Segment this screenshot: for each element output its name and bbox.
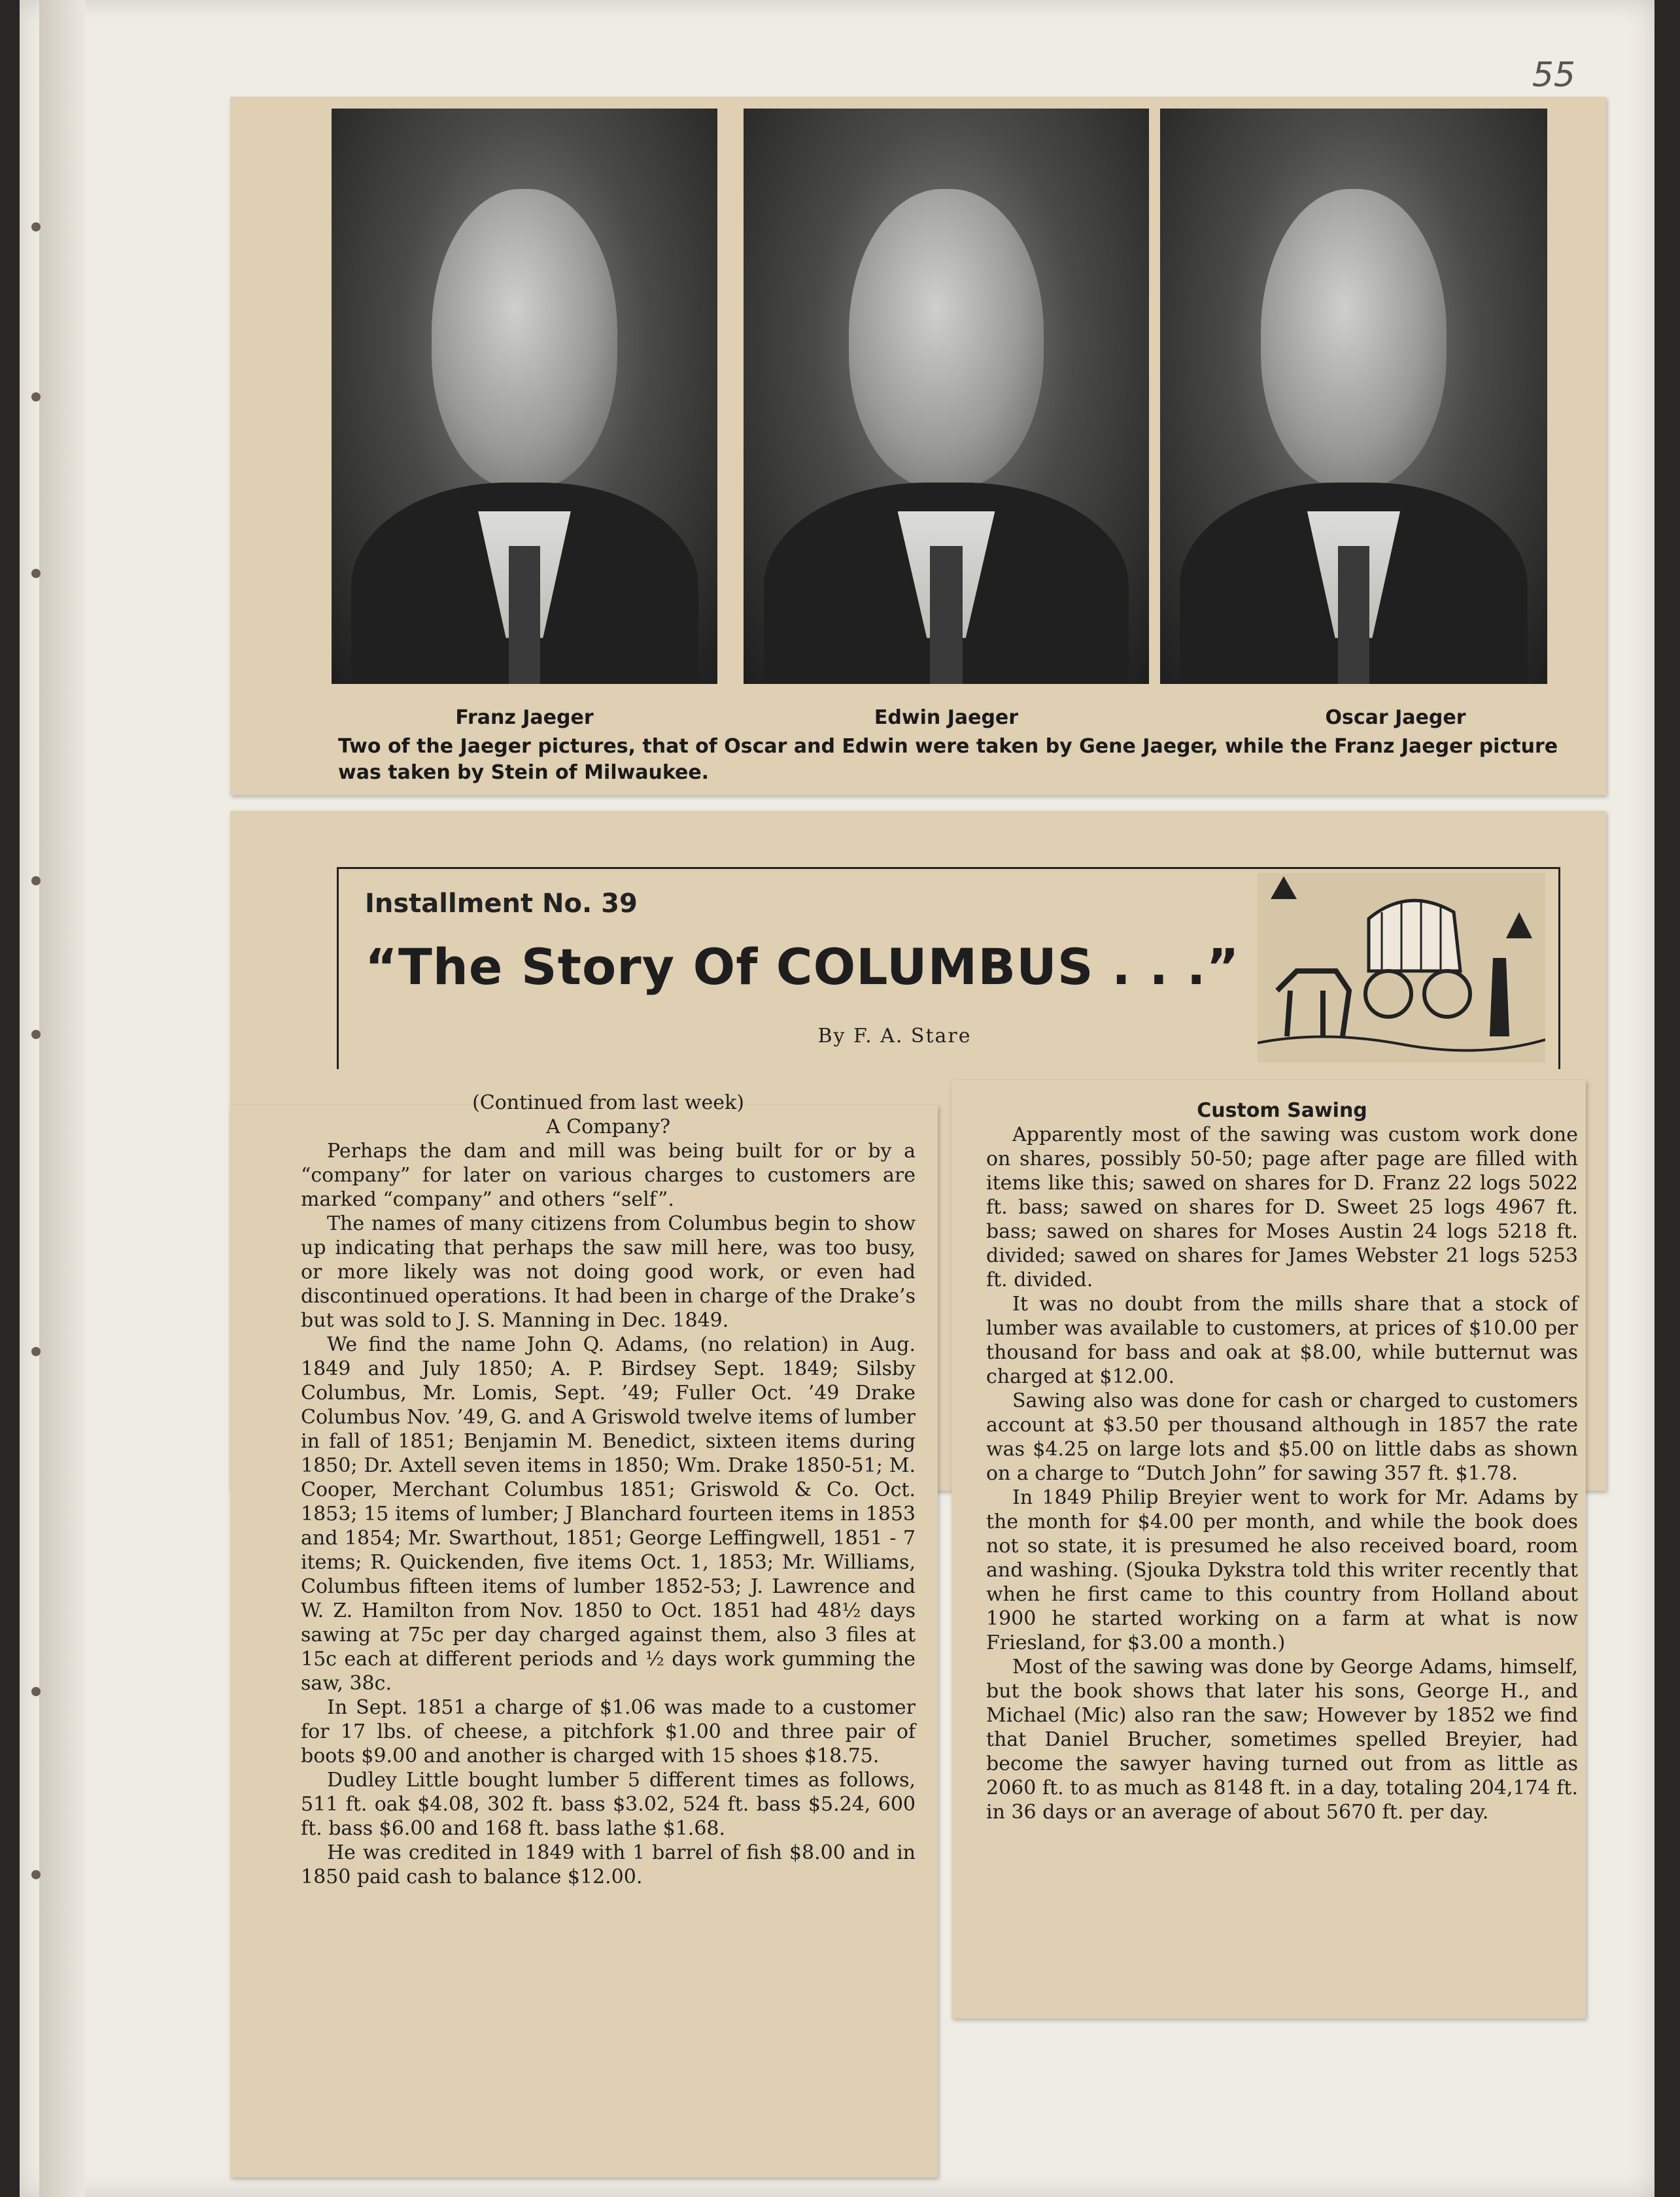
binder-hole <box>31 1687 41 1696</box>
article-paragraph: Dudley Little bought lumber 5 different times as follows, 511 ft. oak $4.08, 302 ft. bass $3.02, 524 ft. bass $5.24, 600 ft. bass $6.00 and 168 ft. bass lathe $1.68. <box>301 1769 916 1840</box>
binder-hole <box>31 1870 41 1879</box>
article-right-column <box>986 1098 1578 1824</box>
portrait-photo-franz <box>332 109 717 684</box>
page-number: 55 <box>1532 56 1575 95</box>
binding-spine <box>39 0 85 2197</box>
photo-name-label: Oscar Jaeger <box>1325 706 1466 729</box>
article-left-column <box>301 1091 916 1889</box>
photo-caption: Two of the Jaeger pictures, that of Oscar and Edwin were taken by Gene Jaeger, while the Franz Jaeger picture was taken by Stein of Milwaukee. <box>338 735 1558 784</box>
binder-hole <box>31 569 41 578</box>
article-paragraph: In Sept. 1851 a charge of $1.06 was made to a customer for 17 lbs. of cheese, a pitchfork $1.00 and three pair of boots $9.00 and another is charged with 15 shoes $18.75. <box>301 1696 916 1767</box>
continued-note: (Continued from last week) <box>472 1091 744 1114</box>
article-paragraph: He was credited in 1849 with 1 barrel of fish $8.00 and in 1850 paid cash to balance $12.00. <box>301 1841 916 1888</box>
article-paragraph: It was no doubt from the mills share that a stock of lumber was available to customers, at prices of $10.00 per thousand for bass and oak at $8.00, while butternut was charged at $12.00. <box>986 1293 1578 1388</box>
article-paragraph: Sawing also was done for cash or charged to customers account at $3.50 per thousand although in 1857 the rate was $4.25 on large lots and $5.00 on little dabs as shown on a charge to “Dutch John” for sawing 357 ft. $1.78. <box>986 1389 1578 1485</box>
binder-hole <box>31 392 41 401</box>
article-paragraph: In 1849 Philip Breyier went to work for Mr. Adams by the month for $4.00 per month, and while the book does not so state, it is presumed he also received board, room and washing. (Sjouka Dykstra told this writer recently that when he first came to this country from Holland about 1900 he started working on a farm at what is now Friesland, for $3.00 a month.) <box>986 1486 1578 1654</box>
article-paragraph: Apparently most of the sawing was custom work done on shares, possibly 50-50; page after page are filled with items like this; sawed on shares for D. Franz 22 logs 5022 ft. bass; sawed on shares for D. Sweet 25 logs 4967 ft. bass; sawed on shares for Moses Austin 24 logs 5218 ft. divided; sawed on shares for James Webster 21 logs 5253 ft. divided. <box>986 1123 1578 1291</box>
article-title: “The Story Of COLUMBUS . . .” <box>365 938 1240 996</box>
article-byline: By F. A. Stare <box>817 1025 972 1047</box>
portrait-photo-edwin <box>744 109 1149 684</box>
article-paragraph: The names of many citizens from Columbus begin to show up indicating that perhaps the saw mill here, was too busy, or more likely was not doing good work, or even had discontinued operations. It had been in charge of the Drake’s but was sold to J. S. Manning in Dec. 1849. <box>301 1212 916 1332</box>
portrait-photo-oscar <box>1160 109 1547 684</box>
photo-name-label: Edwin Jaeger <box>874 706 1019 729</box>
binder-hole <box>31 1030 41 1039</box>
article-header <box>337 867 1560 1069</box>
article-paragraph: Most of the sawing was done by George Adams, himself, but the book shows that later his sons, George H., and Michael (Mic) also ran the saw; However by 1852 we find that Daniel Brucher, sometimes spelled Breyier, had become the sawyer having turned out from as little as 2060 ft. to as much as 8148 ft. in a day, totaling 204,174 ft. in 36 days or an average of about 5670 ft. per day. <box>986 1656 1578 1824</box>
binder-hole <box>31 876 41 885</box>
section-subhead: A Company? <box>545 1116 671 1138</box>
article-paragraph: Perhaps the dam and mill was being built for or by a “company” for later on various charges to customers are marked “company” and others “self”. <box>301 1140 916 1211</box>
binder-hole <box>31 222 41 231</box>
covered-wagon-illustration <box>1258 873 1545 1063</box>
photo-clipping <box>230 97 1606 795</box>
article-paragraph: We find the name John Q. Adams, (no relation) in Aug. 1849 and July 1850; A. P. Birdsey Sept. 1849; Silsby Columbus, Mr. Lomis, Sept. ’49; Fuller Oct. ’49 Drake Columbus Nov. ’49, G. and A Griswold twelve items of lumber in fall of 1851; Benjamin M. Benedict, sixteen items during 1850; Dr. Axtell seven items in 1850; Wm. Drake 1850-51; M. Cooper, Merchant Columbus 1851; Griswold & Co. Oct. 1853; 15 items of lumber; J Blanchard fourteen items in 1853 and 1854; Mr. Swarthout, 1851; George Leffingwell, 1851 - 7 items; R. Quickenden, five items Oct. 1, 1853; Mr. Williams, Columbus fifteen items of lumber 1852-53; J. Lawrence and W. Z. Hamilton from Nov. 1850 to Oct. 1851 had 48½ days sawing at 75c per day charged against them, also 3 files at 15c each at different periods and ½ days work gumming the saw, 38c. <box>301 1333 916 1695</box>
photo-name-label: Franz Jaeger <box>455 706 594 729</box>
binder-hole <box>31 1347 41 1356</box>
section-subhead: Custom Sawing <box>1197 1099 1367 1122</box>
installment-label: Installment No. 39 <box>365 889 638 919</box>
